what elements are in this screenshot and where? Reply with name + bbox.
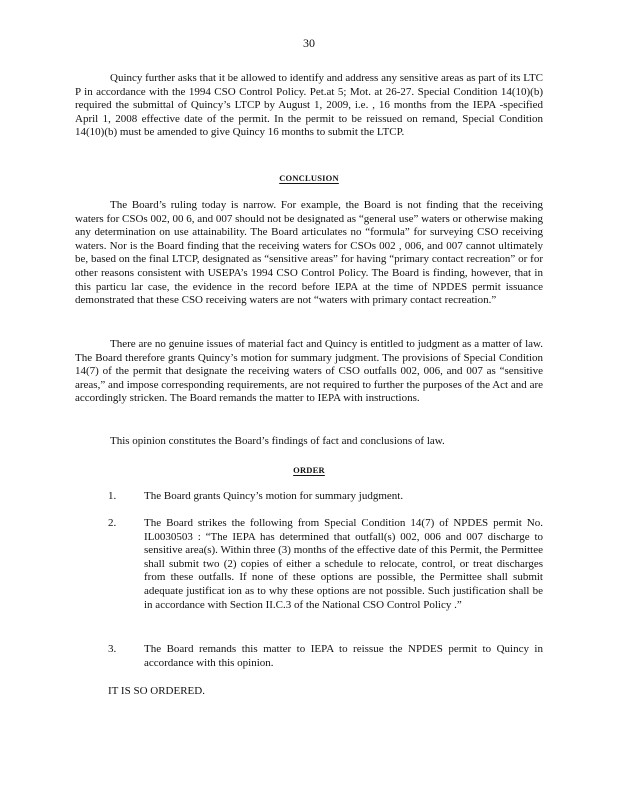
order-item-text: The Board grants Quincy’s motion for summary judgment.: [144, 490, 404, 502]
order-item-text: The Board strikes the following from Special Condition 14(7) of NPDES permit No. IL0030503 : “The IEPA has determined that outfall(s) 002, 006 and 007 discharge to sensitive area(s). Within three (3) months of the effective date of this Permit, the Permittee shall submit two (2) copies of either a schedule to relocate, control, or treat discharges from these outfalls. If none of these options are possible, the Permittee shall submit adequate justificat ion as to why these options are not possible. Such justification shall be in accordance with Section II.C.3 of the National CSO Control Policy .”: [144, 517, 543, 611]
conclusion-paragraph-2: There are no genuine issues of material fact and Quincy is entitled to judgment as a matter of law. The Board therefore grants Quincy’s motion for summary judgment. The provisions of Special Condition 14(7) of the permit that designate the receiving waters of CSO outfalls 002, 006, and 007 as “sensitive areas,” and impose corresponding requirements, are not required to further the purposes of the Act and are accordingly stricken. The Board remands the matter to IEPA with instructions.: [75, 338, 543, 405]
conclusion-paragraph-1: The Board’s ruling today is narrow. For example, the Board is not finding that the receiving waters for CSOs 002, 00 6, and 007 should not be designated as “general use” waters or otherwise making any determination on use attainability. The Board articulates no “formula” for surveying CSO receiving waters. Nor is the Board finding that the receiving waters for CSOs 002 , 006, and 007 cannot ultimately be, based on the final LTCP, designated as “sensitive areas” for having “primary contact recreation” or for other reasons consistent with USEPA’s 1994 CSO Control Policy. The Board is finding, however, that in this particu lar case, the evidence in the record before IEPA at the time of NPDES permit issuance demonstrated that these CSO receiving waters are not “waters with primary contact recreation.”: [75, 199, 543, 307]
conclusion-paragraph-3: This opinion constitutes the Board’s findings of fact and conclusions of law.: [110, 435, 445, 447]
conclusion-heading-text: CONCLUSION: [279, 173, 339, 183]
conclusion-heading: [0, 173, 618, 183]
order-heading-text: ORDER: [293, 465, 325, 475]
order-item-number: 3.: [108, 643, 117, 655]
order-heading: [0, 465, 618, 475]
order-item-number: 1.: [108, 490, 117, 502]
page-number: 30: [303, 36, 315, 50]
order-item-text: The Board remands this matter to IEPA to reissue the NPDES permit to Quincy in accordance with this opinion.: [144, 643, 543, 669]
order-item-number: 2.: [108, 517, 117, 529]
intro-paragraph: Quincy further asks that it be allowed to identify and address any sensitive areas as part of its LTC P in accordance with the 1994 CSO Control Policy. Pet.at 5; Mot. at 26-27. Special Condition 14(10)(b) required the submittal of Quincy’s LTCP by August 1, 2009, i.e. , 16 months from the IEPA -specified April 1, 2008 effective date of the permit. In the permit to be reissued on remand, Special Condition 14(10)(b) must be amended to give Quincy 16 months to submit the LTCP.: [75, 72, 543, 139]
closing-statement: IT IS SO ORDERED.: [108, 685, 205, 697]
